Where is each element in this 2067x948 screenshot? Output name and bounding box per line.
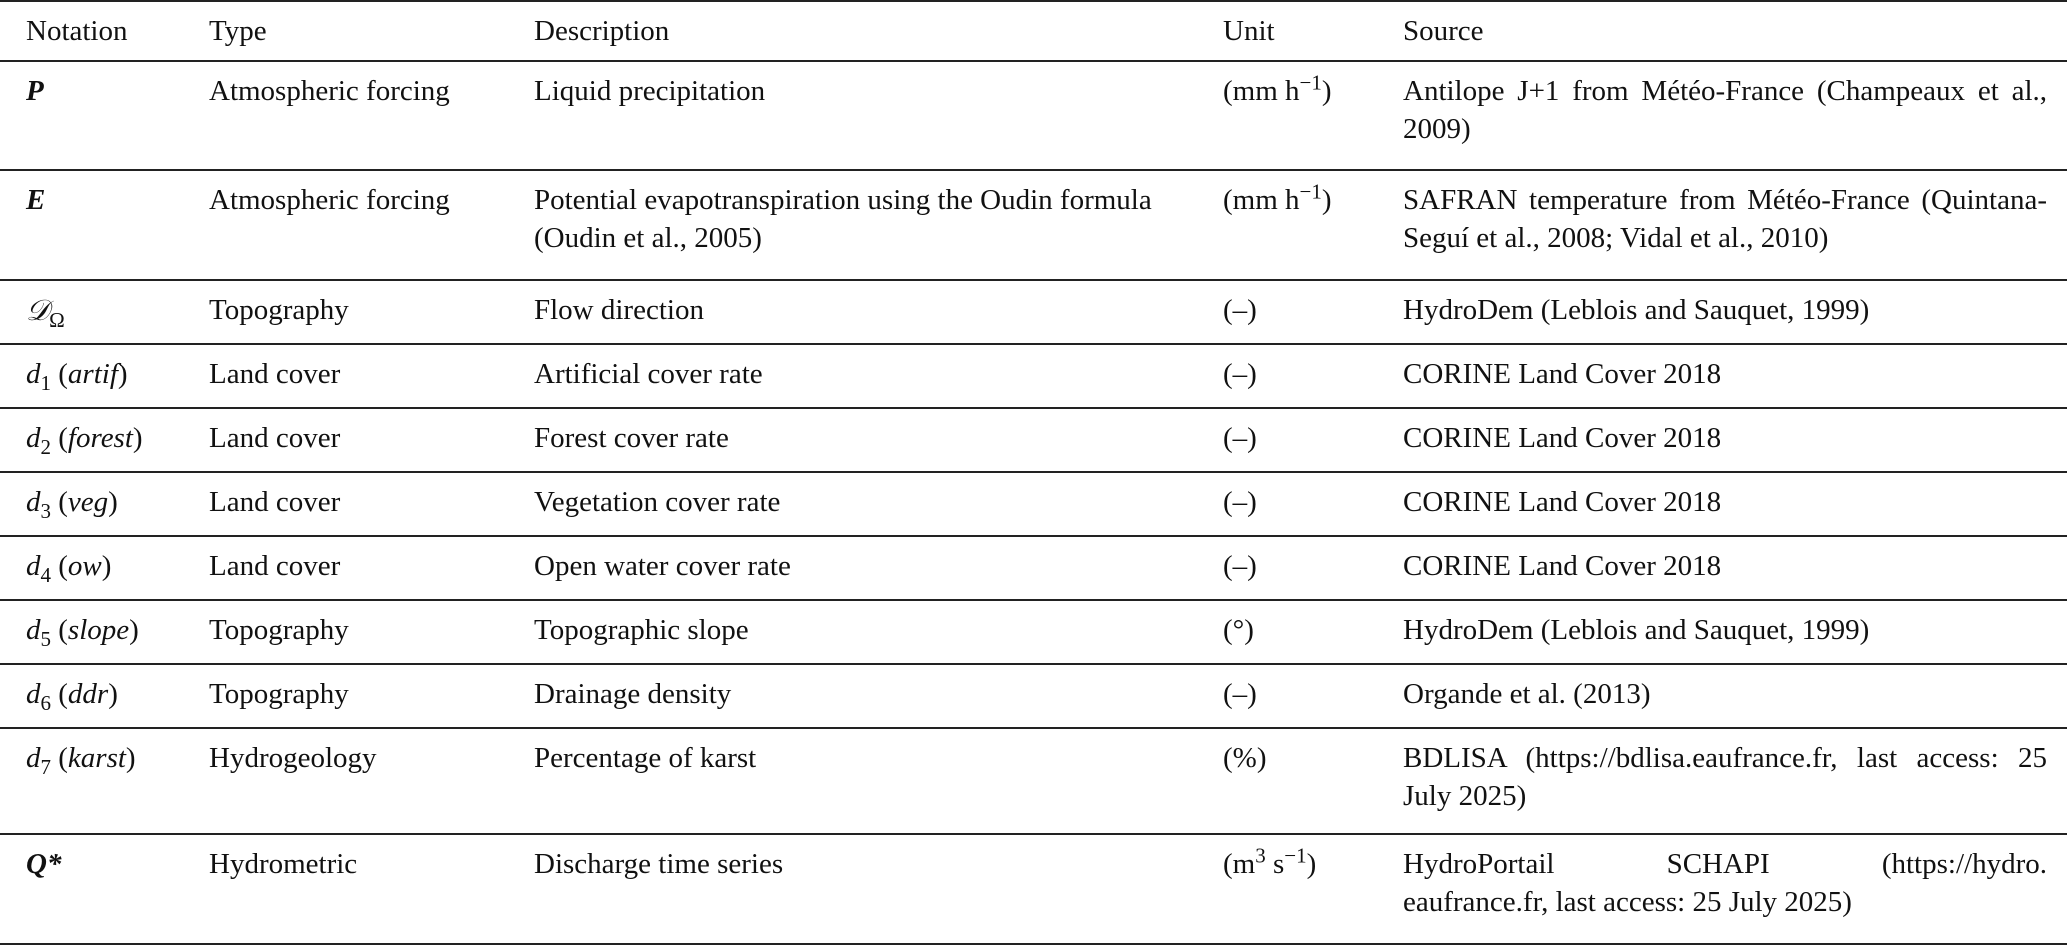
unit-exponent-2: −1 [1284,843,1307,868]
cell-unit: (–) [1223,678,1257,710]
cell-description: Potential evapotranspiration using the Oudin formula (Oudin et al., 2005) [534,184,1152,254]
table-row [0,834,2067,944]
cell-unit [1223,170,1403,280]
notation-subscript: 7 [40,754,51,779]
unit-base: (m [1223,848,1256,880]
source-word-1: HydroPortail [1403,848,1555,880]
cell-notation: $d_2$ (forest) [26,422,143,459]
unit-exponent: −1 [1299,179,1322,204]
notation-subscript: 1 [40,370,51,395]
cell-unit: (–) [1223,486,1257,518]
table-row [0,600,2067,664]
cell-unit: (°) [1223,614,1254,646]
notation-symbol: P [26,75,44,107]
notation-symbol: d [26,486,41,518]
cell-type: Topography [209,294,349,326]
cell-source: CORINE Land Cover 2018 [1403,358,1722,390]
cell-type: Topography [209,614,349,646]
unit-base: (mm h [1223,75,1300,107]
cell-description: Vegetation cover rate [534,486,781,518]
notation-name: ddr [67,678,109,710]
header-description: Description [534,15,670,47]
cell-description: Liquid precipitation [534,75,766,107]
cell-notation: $d_6$ (ddr) [26,678,118,715]
header-notation: Notation [26,15,128,47]
unit-base: (mm h [1223,184,1300,216]
cell-notation [0,170,209,280]
table-row [0,344,2067,408]
header-source: Source [1403,15,1484,47]
cell-type: Land cover [209,358,341,390]
unit-end: ) [1321,75,1332,107]
cell-source: HydroDem (Leblois and Sauquet, 1999) [1403,294,1870,326]
cell-description: Topographic slope [534,614,749,646]
cell-source: BDLISA (https://bdlisa.eaufrance.fr, last access: 25 July 2025) [1403,742,2047,812]
cell-description: Open water cover rate [534,550,791,582]
table-row [0,280,2067,344]
table-header [0,1,2067,61]
cell-source: CORINE Land Cover 2018 [1403,550,1722,582]
cell-source: Antilope J+1 from Météo-France (Champeaux et al., 2009) [1403,75,2047,145]
source-word-3: (https://hydro. [1881,848,2047,880]
cell-notation: $d_5$ (slope) [26,614,139,651]
table-row [0,472,2067,536]
cell-unit [1223,61,1403,170]
notation-subscript: 2 [40,434,51,459]
cell-notation [0,280,209,344]
cell-type: Land cover [209,422,341,454]
unit-end: ) [1306,848,1317,880]
cell-source: HydroDem (Leblois and Sauquet, 1999) [1403,614,1870,646]
notation-name: ow [67,550,102,582]
cell-unit: (–) [1223,358,1257,390]
notation-name: karst [67,742,126,774]
notation-symbol: E [26,184,46,216]
cell-type: Atmospheric forcing [209,184,450,216]
cell-notation: $d_4$ (ow) [26,550,112,587]
notation-symbol: 𝒟 [26,293,50,327]
notation-symbol: Q* [26,848,62,880]
notation-symbol: d [26,358,41,390]
cell-description: Percentage of karst [534,742,757,774]
unit-exponent: 3 [1255,843,1266,868]
unit-mid: s [1265,848,1285,880]
notation-symbol: d [26,742,41,774]
notation-subscript: 5 [40,626,51,651]
notation-symbol: d [26,550,41,582]
cell-type: Hydrometric [209,848,358,880]
unit-end: ) [1321,184,1332,216]
cell-notation: $d_7$ (karst) [26,742,136,779]
cell-notation [0,834,209,944]
table-row [0,408,2067,472]
source-word-2: SCHAPI [1666,848,1770,880]
cell-unit: (–) [1223,294,1257,326]
cell-source: SAFRAN temperature from Météo-France (Quintana-Seguí et al., 2008; Vidal et al., 2010) [1403,184,2047,254]
header-type: Type [209,15,267,47]
table-row [0,61,2067,170]
cell-source: Organde et al. (2013) [1403,678,1651,710]
cell-description: Discharge time series [534,848,784,880]
notation-name: slope [67,614,130,646]
cell-type: Land cover [209,550,341,582]
notation-name: veg [67,486,109,518]
cell-notation: $d_3$ (veg) [26,486,118,523]
cell-description: Artificial cover rate [534,358,763,390]
cell-notation: $d_1$ (artif) [26,358,128,395]
table-row [0,664,2067,728]
cell-description: Drainage density [534,678,732,710]
cell-type: Atmospheric forcing [209,75,450,107]
cell-unit: (–) [1223,550,1257,582]
cell-description: Forest cover rate [534,422,729,454]
notation-subscript: 6 [40,690,51,715]
cell-unit: (–) [1223,422,1257,454]
notation-name: forest [67,422,133,454]
cell-notation [0,61,209,170]
unit-exponent: −1 [1299,70,1322,95]
header-row [0,1,2067,61]
cell-unit [1223,834,1403,944]
cell-source [1403,834,2067,944]
source-line-2: eaufrance.fr, last access: 25 July 2025) [1403,886,1852,918]
cell-unit: (%) [1223,742,1267,774]
table-row [0,728,2067,834]
notation-subscript: 4 [40,562,51,587]
table-body [0,61,2067,944]
cell-description: Flow direction [534,294,704,326]
cell-source: CORINE Land Cover 2018 [1403,422,1722,454]
notation-symbol: d [26,678,41,710]
notation-subscript: Ω [49,307,65,332]
notation-symbol: d [26,614,41,646]
header-unit: Unit [1223,15,1275,47]
notation-symbol: d [26,422,41,454]
table-row [0,170,2067,280]
notation-name: artif [67,358,118,390]
notation-subscript: 3 [40,498,51,523]
cell-source: CORINE Land Cover 2018 [1403,486,1722,518]
cell-type: Topography [209,678,349,710]
cell-type: Hydrogeology [209,742,377,774]
cell-type: Land cover [209,486,341,518]
table-row [0,536,2067,600]
source-line-1 [1403,845,2067,883]
